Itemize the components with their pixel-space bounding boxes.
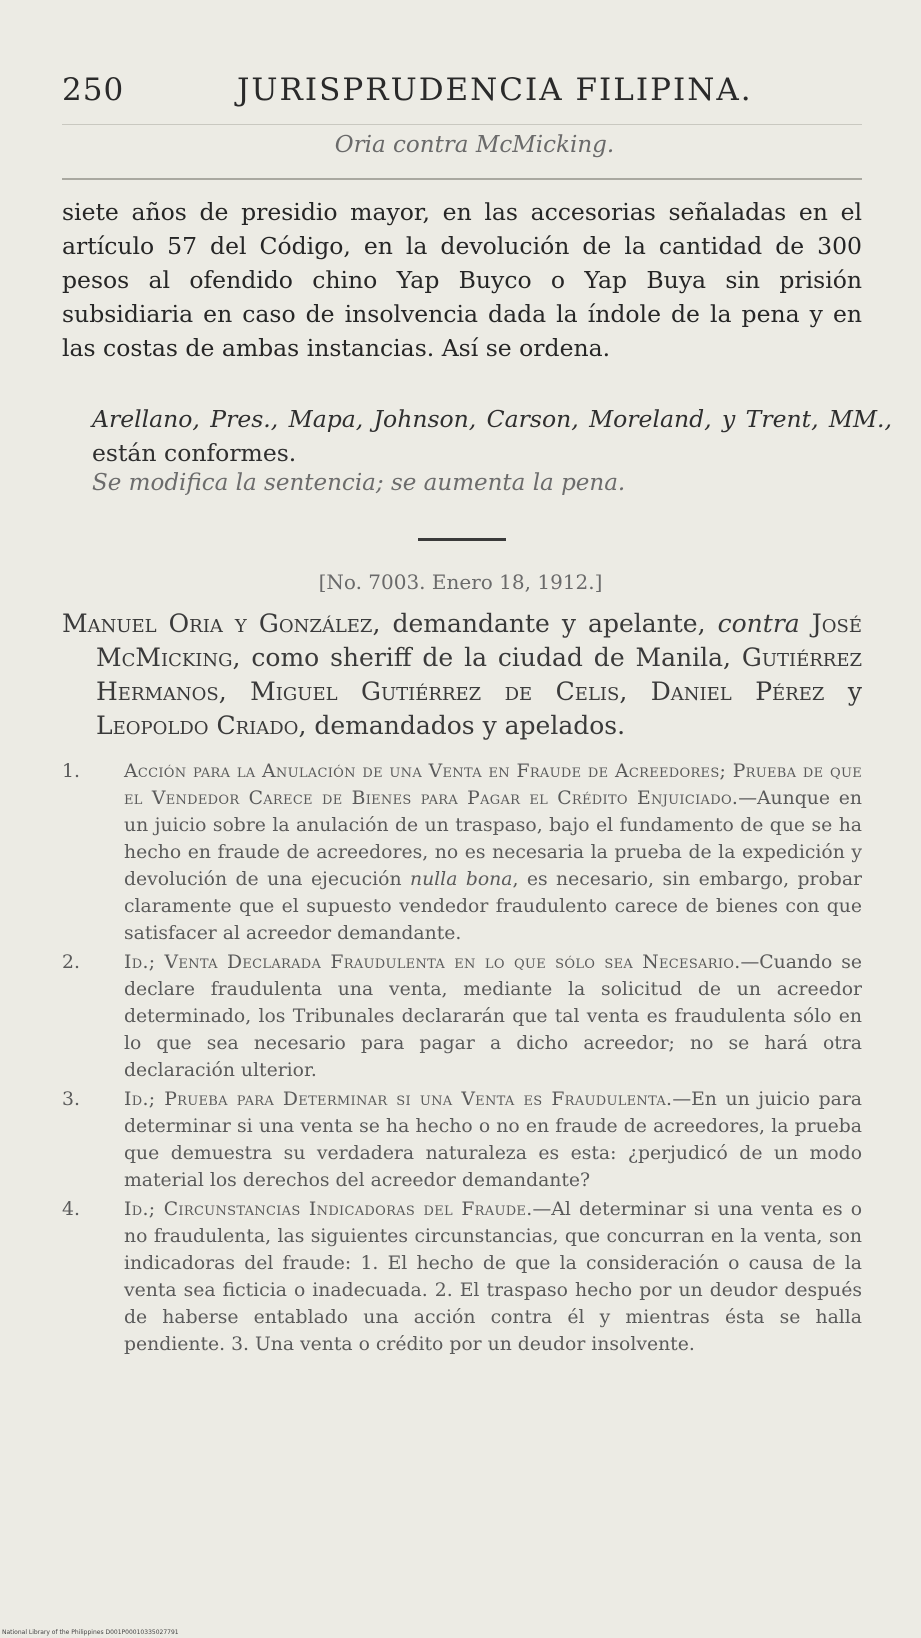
title-rule	[62, 178, 862, 180]
parties-space	[800, 609, 812, 638]
justices-concurrence	[62, 402, 892, 470]
syllabus-number: 2.	[62, 952, 80, 973]
syllabus-heading: Id.; Circunstancias Indicadoras del Fraude.	[124, 1199, 533, 1220]
syllabus-body: —Aunque en un juicio sobre la anulación de un traspaso, bajo el fundamento de que se ha hecho en fraude de acreedores, no es necesaria la prueba de la expedición y devolución de una ejecución	[124, 788, 863, 890]
defendant-names-2: Gutiérrez Hermanos, Miguel Gutiérrez de Celis, Daniel Pérez	[96, 643, 862, 706]
scan-footer: National Library of the Philippines D001P00010335027791	[2, 1629, 179, 1636]
syllabus-body: —Al determinar si una venta es o no fraudulenta, las siguientes circunstancias, que concurran en la venta, son indicadoras del fraude: 1. El hecho de que la consideración o causa de la venta sea ficticia o inadecuada. 2. El traspaso hecho por un deudor después de haberse entablado una acción contra él y mientras ésta se halla pendiente. 3. Una venta o crédito por un deudor insolvente.	[124, 1199, 862, 1355]
syllabus-italic: nulla bona	[409, 869, 513, 890]
syllabus-number: 3.	[62, 1089, 80, 1110]
case-running-title: Oria contra McMicking.	[334, 132, 615, 158]
defendant-name-3: Leopoldo Criado	[96, 711, 299, 740]
paragraph-text: siete años de presidio mayor, en las accesorias señaladas en el artículo 57 del Código, en la devolución de la cantidad de 300 pesos al ofendido chino Yap Buyco o Yap Buya sin prisión subsidiaria en caso de insolvencia dada la índole de la pena y en las costas de ambas instancias. Así se ordena.	[62, 198, 862, 362]
syllabus-body: —Cuando se declare fraudulenta una venta, mediante la solicitud de un acreedor determinado, los Tribunales declararán que tal venta es fraudulenta sólo en lo que sea necesario para pagar a dicho acreedor; no se hará otra declaración ulterior.	[124, 952, 862, 1081]
case-number: [No. 7003. Enero 18, 1912.]	[318, 570, 603, 594]
defendant-name-1: José McMicking	[96, 609, 863, 672]
syllabus-number: 4.	[62, 1199, 80, 1220]
running-title: JURISPRUDENCIA FILIPINA.	[237, 72, 753, 108]
syllabus-body: —En un juicio para determinar si una venta se ha hecho o no en fraude de acreedores, la prueba que demuestra su verdadera naturaleza es esta: ¿perjudicó de un modo material los derechos del acreedor demandante?	[124, 1089, 862, 1191]
parties-conjunction: y	[824, 677, 862, 706]
syllabus-item	[62, 1086, 862, 1194]
parties-paragraph	[62, 607, 862, 743]
case-separator-rule	[418, 538, 506, 541]
page-header	[62, 72, 862, 122]
defendants-role: , demandados y apelados.	[298, 711, 626, 740]
disposition: Se modifica la sentencia; se aumenta la pena.	[92, 470, 626, 496]
syllabus-body-cont: , es necesario, sin embargo, probar claramente que el supuesto vendedor fraudulento carece de bienes con que satisfacer al acreedor demandante.	[124, 869, 862, 944]
page-number: 250	[62, 72, 125, 108]
defendant-role-1: , como sheriff de la ciudad de Manila,	[232, 643, 742, 672]
syllabus-heading: Id.; Prueba para Determinar si una Venta es Fraudulenta.	[124, 1089, 673, 1110]
syllabus-heading: Id.; Venta Declarada Fraudulenta en lo que sólo sea Necesario.	[124, 952, 741, 973]
justices-names: Arellano, Pres., Mapa, Johnson, Carson, Moreland, y Trent, MM.,	[92, 405, 892, 433]
contra-word: contra	[717, 609, 800, 638]
justices-concur-text: están conformes.	[92, 439, 297, 467]
syllabus-item	[62, 758, 862, 947]
previous-case-paragraph	[62, 195, 862, 365]
syllabus-item	[62, 949, 862, 1084]
header-rule	[62, 124, 862, 125]
plaintiff-role: , demandante y apelante,	[372, 609, 718, 638]
plaintiff-name: Manuel Oria y González	[62, 609, 373, 638]
syllabus-heading: Acción para la Anulación de una Venta en Fraude de Acreedores; Prueba de que el Vendedor Carece de Bienes para Pagar el Crédito Enjuiciado.	[124, 761, 862, 809]
syllabus-item	[62, 1196, 862, 1358]
syllabus-number: 1.	[62, 761, 80, 782]
syllabus	[62, 758, 862, 1360]
case-parties	[62, 607, 862, 743]
